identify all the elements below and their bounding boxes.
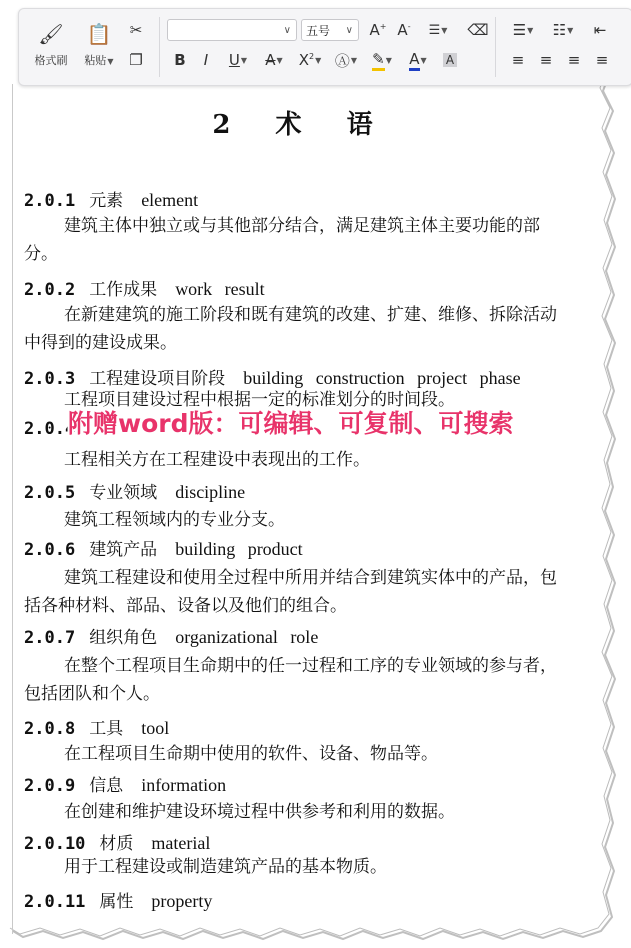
- term-definition: 在整个工程项目生命期中的任一过程和工序的专业领域的参与者，包括团队和个人。: [24, 656, 557, 704]
- term-definition: 在工程项目生命期中使用的软件、设备、物品等。: [64, 744, 438, 764]
- numbered-list-button[interactable]: [547, 19, 579, 41]
- term-definition: 建筑主体中独立或与其他部分结合，满足建筑主体主要功能的部分。: [24, 216, 540, 264]
- shrink-font-button[interactable]: [393, 19, 415, 41]
- outdent-icon: ⇤: [593, 21, 607, 39]
- term-heading: 2.0.5 专业领域 discipline: [24, 482, 246, 503]
- format-painter-button[interactable]: [31, 17, 71, 73]
- chevron-down-icon: ▼: [441, 25, 448, 35]
- scissors-icon: ✂: [129, 21, 143, 39]
- cut-button[interactable]: [125, 19, 147, 41]
- italic-button[interactable]: [195, 49, 217, 71]
- copy-button[interactable]: [125, 49, 147, 71]
- term-definition: 工程相关方在工程建设中表现出的工作。: [64, 450, 370, 470]
- align-right-icon: ≡: [567, 51, 581, 69]
- underline-button[interactable]: [223, 49, 253, 71]
- bullet-list-button[interactable]: [507, 19, 539, 41]
- chevron-down-icon: ∨: [283, 24, 291, 36]
- underline-icon: U: [228, 51, 240, 69]
- superscript-icon: $X^2$: [298, 51, 315, 69]
- grow-font-icon: A+: [369, 21, 387, 39]
- paste-label: 粘贴: [84, 54, 107, 67]
- strikethrough-icon: A: [265, 51, 276, 69]
- chevron-down-icon: ▼: [350, 55, 358, 65]
- term-heading: 2.0.7 组织角色 organizational role: [24, 627, 319, 648]
- term-heading: 2.0.8 工具 tool: [24, 718, 170, 739]
- bold-icon: B: [174, 51, 186, 69]
- term-heading: 2.0.11 属性 property: [24, 891, 213, 912]
- align-left-icon: ≡: [511, 51, 525, 69]
- grow-font-button[interactable]: [367, 19, 389, 41]
- chevron-down-icon: ▼: [240, 55, 248, 65]
- term-definition: 在创建和维护建设环境过程中供参考和利用的数据。: [64, 802, 455, 822]
- bullet-list-icon: ☰: [512, 21, 527, 39]
- toolbar-divider: [159, 17, 160, 77]
- phonetic-guide-button[interactable]: [421, 19, 455, 41]
- term-heading: 2.0.2 工作成果 work result: [24, 279, 265, 300]
- chevron-down-icon: ▼: [527, 25, 534, 35]
- highlight-icon: ✎: [372, 50, 385, 71]
- chevron-down-icon: ∨: [345, 24, 353, 36]
- font-color-button[interactable]: [403, 49, 433, 71]
- outdent-button[interactable]: [589, 19, 611, 41]
- promo-watermark: 附赠word版：可编辑、可复制、可搜索: [68, 409, 514, 438]
- text-effect-icon: Ⓐ: [334, 51, 350, 70]
- align-right-button[interactable]: [563, 49, 585, 71]
- eraser-icon: ⌫: [467, 21, 489, 39]
- font-color-icon: A: [409, 50, 419, 71]
- clipboard-icon: 📋: [86, 22, 112, 46]
- font-size-value: 五号: [306, 23, 331, 38]
- numbered-list-icon: ☷: [552, 21, 567, 39]
- chevron-down-icon: ▼: [276, 55, 283, 65]
- align-center-button[interactable]: [535, 49, 557, 71]
- phonetic-icon: ☰: [428, 22, 441, 38]
- format-painter-label: 格式刷: [34, 54, 68, 67]
- chevron-down-icon: ▼: [107, 57, 114, 66]
- term-definition: 工程项目建设过程中根据一定的标准划分的时间段。: [64, 390, 455, 410]
- justify-button[interactable]: [591, 49, 613, 71]
- chevron-down-icon: ▼: [420, 55, 427, 65]
- char-shading-icon: A: [443, 53, 457, 67]
- shrink-font-icon: A-: [397, 21, 411, 39]
- term-definition: 建筑工程建设和使用全过程中所用并结合到建筑实体中的产品，包括各种材料、部品、设备以及他们的组合。: [24, 568, 557, 616]
- term-heading: 2.0.9 信息 information: [24, 775, 227, 796]
- term-heading: 2.0.3 工程建设项目阶段 building construction project phase: [24, 368, 521, 389]
- bold-button[interactable]: [169, 49, 191, 71]
- clear-format-button[interactable]: [467, 19, 489, 41]
- text-effect-button[interactable]: [331, 49, 361, 71]
- justify-icon: ≡: [595, 51, 609, 69]
- term-heading: 2.0.4: [24, 419, 76, 439]
- align-center-icon: ≡: [539, 51, 553, 69]
- chevron-down-icon: ▼: [315, 55, 322, 65]
- paste-button[interactable]: [79, 17, 119, 73]
- term-definition: 在新建建筑的施工阶段和既有建筑的改建、扩建、维修、拆除活动中得到的建设成果。: [24, 305, 557, 353]
- term-heading: 2.0.10 材质 material: [24, 833, 211, 854]
- toolbar-divider: [495, 17, 496, 77]
- strikethrough-button[interactable]: [259, 49, 289, 71]
- italic-icon: I: [203, 51, 209, 69]
- term-heading: 2.0.1 元素 element: [24, 190, 199, 211]
- highlight-button[interactable]: [367, 49, 397, 71]
- section-title: 2 术 语: [212, 110, 391, 140]
- chevron-down-icon: ▼: [385, 55, 392, 65]
- term-definition: 建筑工程领域内的专业分支。: [64, 510, 285, 530]
- chevron-down-icon: ▼: [567, 25, 574, 35]
- font-name-select[interactable]: [167, 19, 297, 41]
- copy-icon: ❐: [129, 51, 143, 69]
- align-left-button[interactable]: [507, 49, 529, 71]
- term-heading: 2.0.6 建筑产品 building product: [24, 539, 303, 560]
- term-definition: 用于工程建设或制造建筑产品的基本物质。: [64, 857, 387, 877]
- char-shading-button[interactable]: [439, 49, 461, 71]
- font-size-select[interactable]: [301, 19, 359, 41]
- brush-icon: 🖌: [38, 22, 64, 46]
- ribbon-toolbar: [18, 8, 631, 86]
- superscript-button[interactable]: [295, 49, 325, 71]
